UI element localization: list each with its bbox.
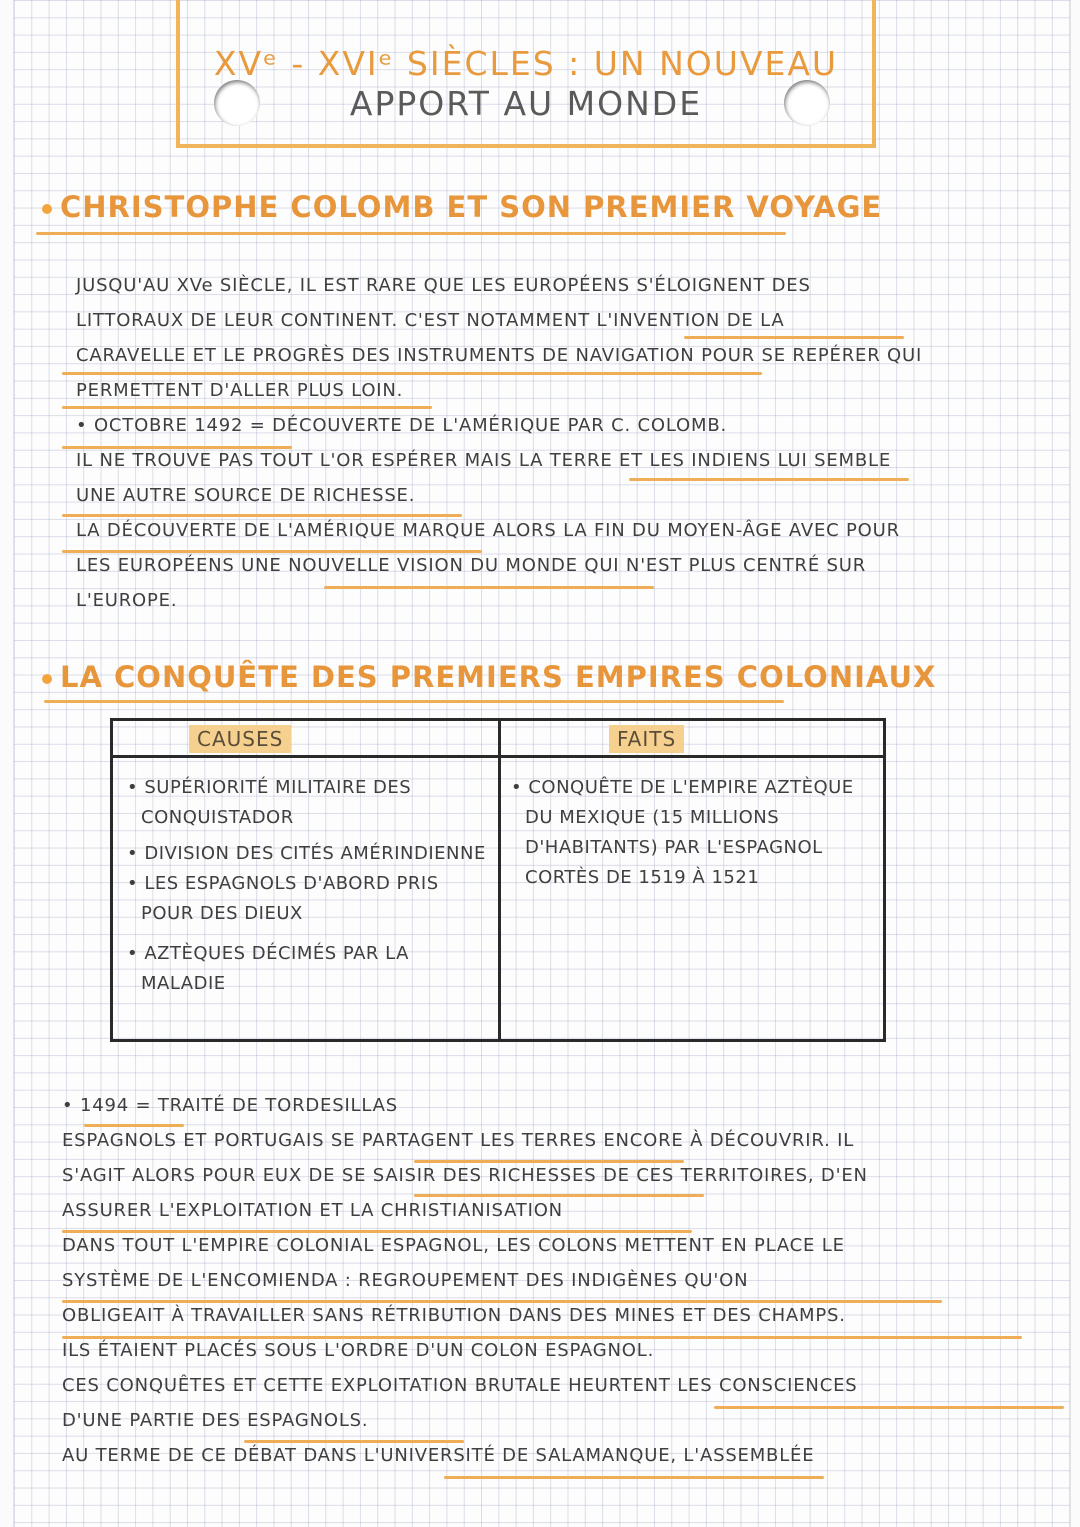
text-line: ASSURER L'EXPLOITATION ET LA CHRISTIANISATION [62, 1200, 563, 1221]
highlight-underline [414, 1160, 684, 1163]
highlight-underline [62, 372, 762, 375]
page-title-line1: XVᵉ - XVIᵉ SIÈCLES : UN NOUVEAU [213, 44, 839, 83]
fait-line: D'HABITANTS) PAR L'ESPAGNOL [525, 837, 823, 858]
faits-cell [511, 773, 854, 893]
highlight-underline [62, 406, 432, 409]
text-line: DANS TOUT L'EMPIRE COLONIAL ESPAGNOL, LES COLONS METTENT EN PLACE LE [62, 1235, 845, 1256]
highlight-underline [62, 446, 292, 449]
fait-line: CORTÈS DE 1519 À 1521 [525, 867, 760, 888]
text-line: LES EUROPÉENS UNE NOUVELLE VISION DU MONDE QUI N'EST PLUS CENTRÉ SUR [76, 555, 867, 576]
text-line: OBLIGEAIT À TRAVAILLER SANS RÉTRIBUTION DANS DES MINES ET DES CHAMPS. [62, 1305, 846, 1326]
highlight-underline [629, 478, 909, 481]
bullet-dot-icon [42, 674, 52, 684]
highlight-underline [62, 1230, 692, 1233]
highlight-underline [84, 1124, 184, 1127]
text-line: LA DÉCOUVERTE DE L'AMÉRIQUE MARQUE ALORS LA FIN DU MOYEN-ÂGE AVEC POUR [76, 520, 900, 541]
highlight-underline [244, 1440, 464, 1443]
fait-line: • CONQUÊTE DE L'EMPIRE AZTÈQUE [511, 777, 854, 798]
text-line: IL NE TROUVE PAS TOUT L'OR ESPÉRER MAIS LA TERRE ET LES INDIENS LUI SEMBLE [76, 450, 892, 471]
highlight-underline [414, 1194, 704, 1197]
cause-line: MALADIE [141, 973, 226, 994]
highlight-underline [62, 1336, 1022, 1339]
highlight-underline [62, 1300, 942, 1303]
text-line: • OCTOBRE 1492 = DÉCOUVERTE DE L'AMÉRIQUE PAR C. COLOMB. [76, 415, 727, 436]
highlight-underline [444, 1476, 824, 1479]
cause-line: POUR DES DIEUX [141, 903, 303, 924]
highlight-underline [62, 550, 482, 553]
heading-underline [36, 232, 786, 235]
text-line: ILS ÉTAIENT PLACÉS SOUS L'ORDRE D'UN COLON ESPAGNOL. [62, 1340, 655, 1361]
highlight-underline [684, 336, 904, 339]
section-heading-text: CHRISTOPHE COLOMB ET SON PREMIER VOYAGE [60, 190, 883, 224]
causes-faits-table [110, 718, 886, 1042]
cause-line: • SUPÉRIORITÉ MILITAIRE DES [127, 777, 412, 798]
text-line: UNE AUTRE SOURCE DE RICHESSE. [76, 485, 416, 506]
text-line: LITTORAUX DE LEUR CONTINENT. C'EST NOTAMMENT L'INVENTION DE LA [76, 310, 785, 331]
causes-cell [127, 773, 486, 999]
page-title-line2: APPORT AU MONDE [349, 84, 703, 123]
text-line: • 1494 = TRAITÉ DE TORDESILLAS [62, 1095, 398, 1116]
text-line: JUSQU'AU XVe SIÈCLE, IL EST RARE QUE LES EUROPÉENS S'ÉLOIGNENT DES [76, 275, 811, 296]
cause-line: • DIVISION DES CITÉS AMÉRINDIENNE [127, 843, 486, 864]
section-heading-conquete [42, 660, 936, 694]
table-header-causes: CAUSES [189, 725, 291, 753]
paragraph-colomb [76, 268, 1066, 618]
text-line: L'EUROPE. [76, 590, 178, 611]
cause-line: • AZTÈQUES DÉCIMÉS PAR LA [127, 943, 409, 964]
cause-line: CONQUISTADOR [141, 807, 294, 828]
bullet-dot-icon [42, 204, 52, 214]
cause-line: • LES ESPAGNOLS D'ABORD PRIS [127, 873, 439, 894]
notebook-page [14, 0, 1070, 1527]
text-line: SYSTÈME DE L'ENCOMIENDA : REGROUPEMENT DES INDIGÈNES QU'ON [62, 1270, 749, 1291]
text-line: ESPAGNOLS ET PORTUGAIS SE PARTAGENT LES TERRES ENCORE À DÉCOUVRIR. IL [62, 1130, 855, 1151]
fait-line: DU MEXIQUE (15 MILLIONS [525, 807, 780, 828]
text-line: D'UNE PARTIE DES ESPAGNOLS. [62, 1410, 369, 1431]
text-line: PERMETTENT D'ALLER PLUS LOIN. [76, 380, 404, 401]
text-line: S'AGIT ALORS POUR EUX DE SE SAISIR DES RICHESSES DE CES TERRITOIRES, D'EN [62, 1165, 868, 1186]
highlight-underline [62, 514, 462, 517]
table-header-faits: FAITS [609, 725, 684, 753]
section-heading-colomb [42, 190, 882, 224]
section-heading-text: LA CONQUÊTE DES PREMIERS EMPIRES COLONIAUX [60, 660, 937, 694]
highlight-underline [714, 1406, 1064, 1409]
text-line: CARAVELLE ET LE PROGRÈS DES INSTRUMENTS DE NAVIGATION POUR SE REPÉRER QUI [76, 345, 923, 366]
heading-underline [44, 700, 784, 703]
text-line: CES CONQUÊTES ET CETTE EXPLOITATION BRUTALE HEURTENT LES CONSCIENCES [62, 1375, 858, 1396]
highlight-underline [324, 586, 654, 589]
paragraph-tordesillas [62, 1088, 1062, 1473]
text-line: AU TERME DE CE DÉBAT DANS L'UNIVERSITÉ DE SALAMANQUE, L'ASSEMBLÉE [62, 1445, 815, 1466]
title-frame [176, 0, 876, 148]
